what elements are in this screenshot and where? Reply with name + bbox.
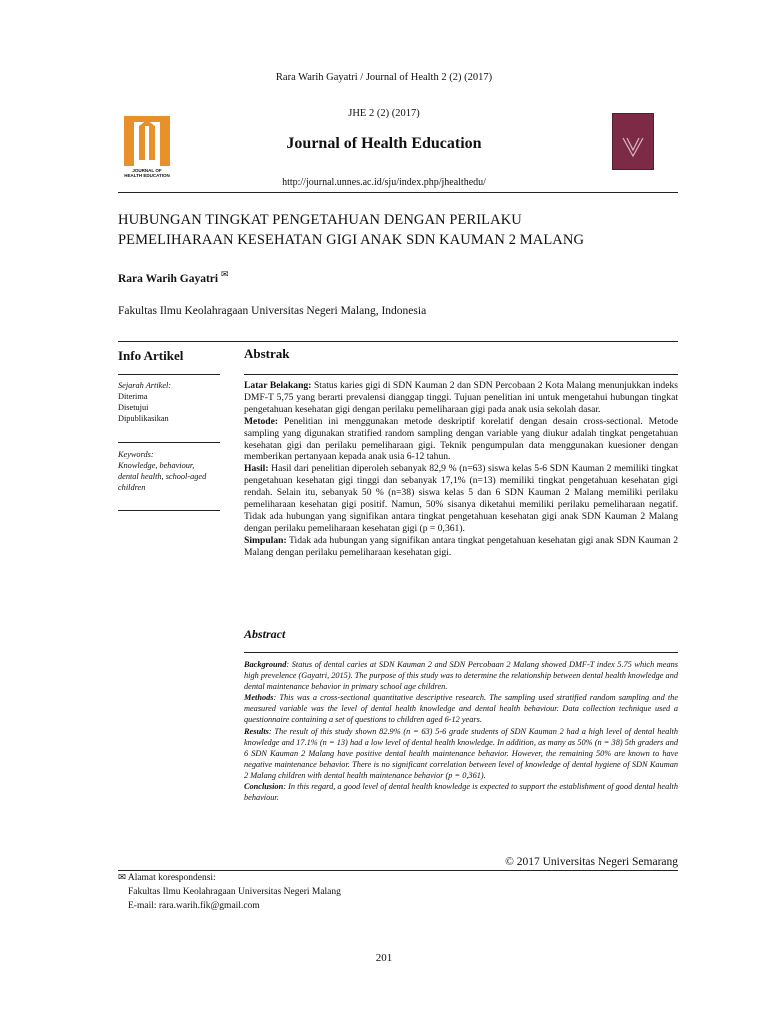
keyword-line: dental health, school-aged <box>118 472 207 481</box>
paragraph-label: Metode: <box>244 415 279 427</box>
abstract-paragraph <box>244 659 678 692</box>
paragraph-text: : Status of dental caries at SDN Kauman 2 and SDN Percobaan 2 Malang showed DMF-T index 5.75 which means high prevelence (Gayatri, 2015). The purpose of this study was to determine the relationship between dental health knowledge and dental maintenance behavior in primary school age children. <box>244 660 678 692</box>
copyright: © 2017 Universitas Negeri Semarang <box>505 856 678 868</box>
abstract-heading: Abstract <box>244 627 286 641</box>
paragraph-label: Simpulan: <box>244 534 287 546</box>
article-title-line: HUBUNGAN TINGKAT PENGETAHUAN DENGAN PERILAKU <box>118 212 522 228</box>
paragraph-text: : The result of this study shown 82.9% (n = 63) 5-6 grade students of SDN Kauman 2 had a high level of dental health knowledge and 17.1% (n = 13) had a low level of dental health knowledge. In addition, as many as 50% (n = 38) 5th graders and 6 SDN Kauman 2 Malang have positive dental health maintenance behavior. However, the remaining 50% are known to have negative maintenance behavior. There is no significant correlation between level of knowledge of dental hygiene of SDN Kauman 2 Malang children with dental health maintenance behavior (p = 0,361). <box>244 726 678 780</box>
author-name: Rara Warih Gayatri <box>118 272 219 285</box>
abstrak-rule <box>244 374 678 375</box>
keywords-label: Keywords: <box>118 450 154 459</box>
paragraph-label: Latar Belakang: <box>244 380 312 391</box>
paragraph-label: Hasil: <box>244 463 269 475</box>
correspondence-label: Alamat korespondensi: <box>127 873 216 883</box>
article-title <box>118 210 678 250</box>
info-rule <box>118 442 220 443</box>
section-rule <box>118 341 678 342</box>
running-head: Rara Warih Gayatri / Journal of Health 2 (2) (2017) <box>275 72 493 83</box>
article-history <box>118 380 220 424</box>
paragraph-text: Status karies gigi di SDN Kauman 2 dan SDN Percobaan 2 Kota Malang menunjukkan indeks DMF-T 5,75 yang berarti prevalensi dianggap tinggi. Tujuan penelitian ini untuk mengetahui hubungan tingkat pengetahuan kesehatan gigi dengan perilaku pemeliharaan gigi pada anak usia sekolah dasar. <box>244 380 678 415</box>
cover-art <box>621 136 645 158</box>
abstrak-paragraph <box>244 416 678 464</box>
envelope-icon: ✉ <box>118 873 126 883</box>
abstract-paragraph <box>244 726 678 781</box>
page-number: 201 <box>375 952 393 964</box>
paragraph-label: Methods <box>244 693 274 703</box>
history-label: Sejarah Artikel: <box>118 381 172 390</box>
abstrak-paragraph <box>244 380 678 416</box>
author <box>118 269 229 285</box>
journal-cover-image <box>612 113 654 170</box>
keywords <box>118 449 220 493</box>
correspondence-address: Fakultas Ilmu Keolahragaan Universitas Negeri Malang <box>128 887 341 897</box>
abstrak-body <box>244 380 678 559</box>
paragraph-text: : This was a cross-sectional quantitative descriptive research. The sampling used stratified random sampling and the measured variable was the level of dental health knowledge and dental health behaviour. Data collection technique used a questionnaire containing a set of questions to children aged 6-12 years. <box>244 693 678 725</box>
keyword-line: Knowledge, behaviour, <box>118 461 195 470</box>
info-heading: Info Artikel <box>118 348 184 363</box>
paragraph-text: Penelitian ini menggunakan metode deskriptif korelatif dengan desain cross-sectional. Metode sampling yang digunakan stratified random sampling dengan variable yang diukur adalah tingkat pengetahuan kesehatan gigi dan perilaku pemeliharaan gigi. Teknik pengumpulan data menggunakan kuesioner dengan memberikan pertanyaan kepada anak usia 6-12 tahun. <box>244 415 678 463</box>
accepted-label: Disetujui <box>118 403 149 412</box>
info-rule <box>118 374 220 375</box>
correspondence-email[interactable]: E-mail: rara.warih.fik@gmail.com <box>128 901 260 911</box>
journal-issue: JHE 2 (2) (2017) <box>348 108 420 119</box>
paragraph-text: Tidak ada hubungan yang signifikan antara tingkat pengetahuan kesehatan gigi anak SDN Kauman 2 Malang dengan perilaku pemeliharaan kesehatan gigi. <box>244 534 678 558</box>
abstrak-paragraph <box>244 535 678 559</box>
envelope-icon: ✉ <box>220 269 229 279</box>
abstract-paragraph <box>244 692 678 725</box>
correspondence-heading <box>118 871 378 885</box>
received-label: Diterima <box>118 392 148 401</box>
affiliation: Fakultas Ilmu Keolahragaan Universitas Negeri Malang, Indonesia <box>118 305 427 317</box>
article-title-line: PEMELIHARAAN KESEHATAN GIGI ANAK SDN KAUMAN 2 MALANG <box>118 232 585 248</box>
logo-caption-line: HEALTH EDUCATION <box>124 173 170 178</box>
journal-title: Journal of Health Education <box>286 135 482 152</box>
abstract-body <box>244 659 678 803</box>
paragraph-label: Background <box>244 660 287 669</box>
abstract-paragraph <box>244 781 678 803</box>
paragraph-text: Hasil dari penelitian diperoleh sebanyak 82,9 % (n=63) siswa kelas 5-6 SDN Kauman 2 memiliki tingkat pengetahuan kesehatan gigi tinggi dan sebanyak 17,1% (n=13) memiliki tingkat pengetahuan kesehatan gigi rendah. Selain itu, sebanyak 50 % (n=38) siswa kelas 5 dan 6 SDN Kauman 2 Malang memiliki perilaku pemeliharaan kesehatan gigi positif. Namun, 50% sisanya diketahui memiliki perilaku pemeliharaan negatif. Tidak ada hubungan yang signifikan antara tingkat pengetahuan kesehatan gigi anak SDN Kauman 2 Malang dengan perilaku pemeliharaan kesehatan gigi (p = 0,361). <box>244 463 678 534</box>
paragraph-text: : In this regard, a good level of dental health knowledge is expected to support the establishment of good dental health behaviour. <box>244 782 678 803</box>
journal-url[interactable]: http://journal.unnes.ac.id/sju/index.php/jhealthedu/ <box>282 177 486 188</box>
published-label: Dipublikasikan <box>118 414 169 423</box>
paragraph-label: Results <box>244 726 269 736</box>
header-rule <box>118 192 678 193</box>
correspondence <box>118 871 378 913</box>
info-rule <box>118 510 220 511</box>
paragraph-label: Conclusion <box>244 782 284 792</box>
keyword-line: children <box>118 483 146 492</box>
logo-caption-line: JOURNAL OF <box>132 168 162 173</box>
abstract-rule <box>244 652 678 653</box>
abstrak-heading: Abstrak <box>244 346 290 361</box>
abstrak-paragraph <box>244 463 678 534</box>
